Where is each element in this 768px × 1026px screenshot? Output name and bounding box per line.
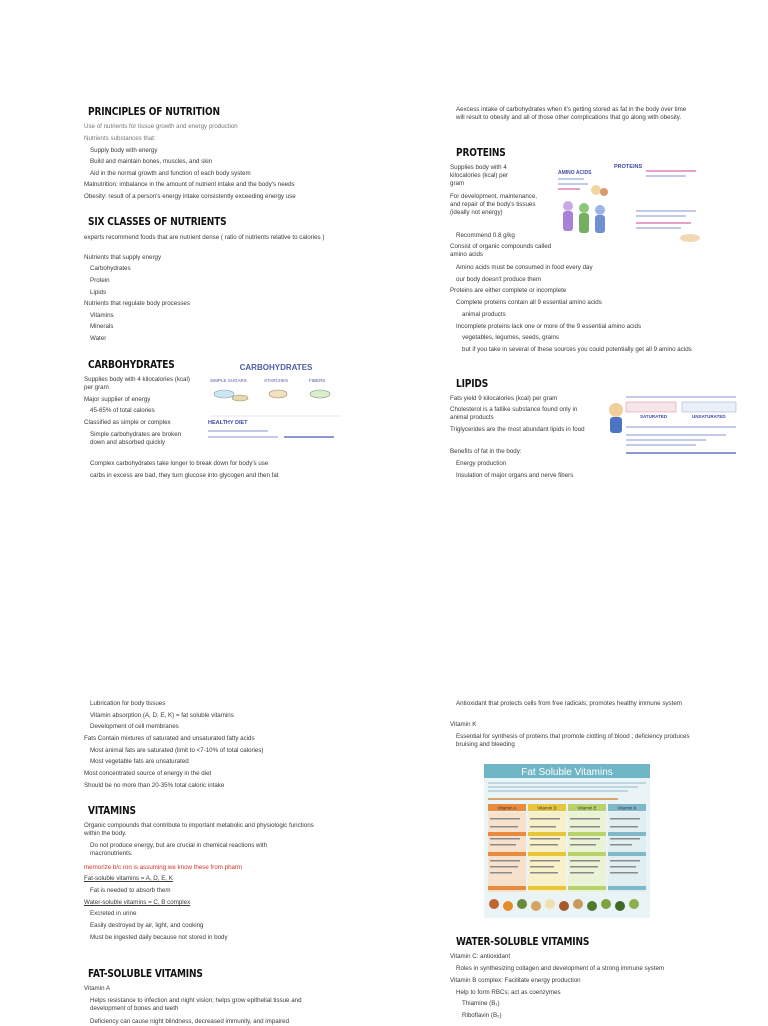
- fat-soluble-vitamins-table: [484, 764, 650, 918]
- text-line: Minerals: [90, 323, 114, 330]
- text-line: Simple carbohydrates are broken down and absorbed quickly: [90, 431, 182, 446]
- heading-water-soluble-vitamins: WATER-SOLUBLE VITAMINS: [456, 935, 590, 948]
- text-line: Must be ingested daily because not stored in body: [90, 934, 228, 941]
- vitamin-table-col-d: Vitamin D: [537, 805, 557, 811]
- text-line: but if you take in several of these sources you could potentially get all 9 amino acids: [462, 346, 692, 353]
- vitamin-table-col-a: Vitamin A: [497, 805, 517, 811]
- text-line: Antioxidant that protects cells from free radicals; promotes healthy immune system: [456, 700, 682, 707]
- heading-lipids: LIPIDS: [456, 377, 489, 390]
- text-line: Organic compounds that contribute to important metabolic and physiologic functions within the body.: [84, 822, 314, 837]
- text-line: Triglycerides are the most abundant lipids in food: [450, 426, 585, 433]
- text-line: Supply body with energy: [90, 147, 158, 154]
- text-line: Supplies body with 4 kilocalories (kcal) per gram: [450, 164, 509, 187]
- text-line: Supplies body with 4 kilocalories (kcal) per gram: [84, 376, 190, 391]
- carbs-image-col-starches: STARCHES: [264, 378, 289, 383]
- carbohydrates-illustration: [204, 358, 348, 444]
- text-line: Vitamin K: [450, 721, 477, 728]
- carbs-image-col-simple: SIMPLE SUGARS: [210, 378, 247, 383]
- carbs-image-col-fibers: FIBERS: [309, 378, 326, 383]
- text-line: Vitamin C: antioxidant: [450, 953, 511, 960]
- text-line: Should be no more than 20-35% total caloric intake: [84, 782, 225, 789]
- text-line: Energy production: [456, 460, 507, 467]
- text-line: 45-65% of total calories: [90, 407, 155, 414]
- text-line: Protein: [90, 277, 110, 284]
- text-line: Water-soluble vitamins = C, B complex: [84, 899, 191, 906]
- heading-carbohydrates: CARBOHYDRATES: [88, 358, 175, 371]
- unsaturated-label: UNSATURATED: [692, 414, 726, 419]
- text-line: Roles in synthesizing collagen and development of a strong immune system: [456, 965, 665, 972]
- text-line: Fats Contain mixtures of saturated and unsaturated fatty acids: [84, 735, 255, 742]
- amino-acids-label: AMINO ACIDS: [558, 170, 592, 176]
- text-paragraph: Aexcess intake of carbohydrates when it's getting stored as fat in the body over time will result to obesity and all of those other complications that go along with obesity.: [456, 106, 687, 121]
- text-line: Do not produce energy, but are crucial in chemical reactions with macronutrients.: [90, 842, 268, 857]
- text-line: Nutrients that regulate body processes: [84, 300, 190, 307]
- vitamin-table-title: Fat Soluble Vitamins: [521, 767, 613, 778]
- text-line: Essential for synthesis of proteins that promote clotting of blood ; deficiency produces bruising and bleeding: [456, 733, 690, 748]
- text-line: Major supplier of energy: [84, 396, 151, 403]
- page-1: [0, 0, 768, 512]
- proteins-illustration: [556, 160, 708, 244]
- text-line: Proteins are either complete or incomplete: [450, 287, 567, 294]
- text-line: Vitamin B complex: Facilitate energy production: [450, 977, 581, 984]
- saturated-label: SATURATED: [640, 414, 668, 419]
- lipids-illustration: [606, 392, 746, 462]
- text-line: Water: [90, 335, 107, 342]
- text-line: Recommend 0.8 g/kg: [456, 232, 515, 239]
- vitamin-table-col-k: Vitamin K: [617, 805, 637, 811]
- text-line: Fat is needed to absorb them: [90, 887, 171, 894]
- text-line: carbs in excess are bad, they turn glucose into glycogen and then fat: [90, 472, 279, 479]
- text-line: Most concentrated source of energy in the diet: [84, 770, 212, 777]
- text-line: Obesity: result of a person's energy intake consistently exceeding energy use: [84, 193, 296, 200]
- heading-fat-soluble-vitamins: FAT-SOLUBLE VITAMINS: [88, 967, 203, 980]
- text-line: Classified as simple or complex: [84, 419, 171, 426]
- text-line: Complete proteins contain all 9 essential amino acids: [456, 299, 602, 306]
- text-line: Helps resistance to infection and night vision; helps grow epithelial tissue and development of bones and teeth: [90, 997, 302, 1012]
- text-line: vegetables, legumes, seeds, grains: [462, 334, 559, 341]
- text-line: Build and maintain bones, muscles, and skin: [90, 158, 213, 165]
- text-line: Nutrients that supply energy: [84, 254, 162, 261]
- text-line: Lubrication for body tissues: [90, 700, 166, 707]
- note-line: memorize b/c ron is assuming we know these from pharm: [84, 864, 243, 871]
- text-line: Easily destroyed by air, light, and cooking: [90, 922, 204, 929]
- proteins-image-label: PROTEINS: [614, 164, 643, 170]
- text-line: Vitamins: [90, 312, 114, 319]
- vitamin-table-col-e: Vitamin E: [577, 805, 597, 811]
- text-line: experts recommend foods that are nutrient dense ( ratio of nutrients relative to calories ): [84, 234, 325, 241]
- text-line: animal products: [462, 311, 506, 318]
- text-line: Incomplete proteins lack one or more of the 9 essential amino acids: [456, 323, 642, 330]
- text-line: Cholesterol is a fatlike substance found only in animal products: [450, 406, 578, 421]
- text-line: Development of cell membranes: [90, 723, 179, 730]
- text-line: Aid in the normal growth and function of each body system: [90, 170, 251, 177]
- text-line: Excreted in urine: [90, 910, 137, 917]
- text-line: Help to form RBCs; act as coenzymes: [456, 989, 561, 996]
- text-line: For development, maintenance, and repair of the body's tissues (ideally not energy): [450, 193, 538, 216]
- text-line: Riboflavin (B₂): [462, 1012, 502, 1019]
- text-line: Benefits of fat in the body:: [450, 448, 522, 455]
- text-line: our body doesn't produce them: [456, 276, 542, 283]
- text-line: Most animal fats are saturated (limit to <7-10% of total calories): [90, 747, 264, 754]
- heading-principles-of-nutrition: PRINCIPLES OF NUTRITION: [88, 105, 220, 118]
- page-2: [0, 512, 768, 1024]
- carbs-image-title: CARBOHYDRATES: [239, 363, 313, 372]
- text-line: Amino acids must be consumed in food every day: [456, 264, 593, 271]
- text-line: Nutrients substances that:: [84, 135, 156, 142]
- text-line: Complex carbohydrates take longer to break down for body's use: [90, 460, 269, 467]
- text-line: Malnutrition: imbalance in the amount of nutrient intake and the body's needs: [84, 181, 295, 188]
- text-line: Vitamin absorption (A, D, E, K) = fat soluble vitamins: [90, 712, 234, 719]
- text-line: Thiamine (B₁): [462, 1000, 500, 1007]
- heading-proteins: PROTEINS: [456, 146, 506, 159]
- text-line: Use of nutrients for tissue growth and energy production: [84, 123, 238, 130]
- text-line: Carbohydrates: [90, 265, 131, 272]
- text-line: Consist of organic compounds called amino acids: [450, 243, 552, 258]
- text-line: Insulation of major organs and nerve fibers: [456, 472, 574, 479]
- text-line: Fats yield 9 kilocalories (kcal) per gram: [450, 395, 558, 402]
- text-line: Fat-soluble vitamins = A, D, E, K: [84, 875, 173, 882]
- text-line: Vitamin A: [84, 985, 111, 992]
- text-line: Deficiency can cause night blindness, decreased immunity, and impaired: [90, 1018, 290, 1025]
- heading-vitamins: VITAMINS: [88, 804, 136, 817]
- heading-six-classes: SIX CLASSES OF NUTRIENTS: [88, 215, 227, 228]
- text-line: Most vegetable fats are unsaturated: [90, 758, 189, 765]
- carbs-image-diet: HEALTHY DIET: [208, 420, 248, 426]
- text-line: Lipids: [90, 289, 107, 296]
